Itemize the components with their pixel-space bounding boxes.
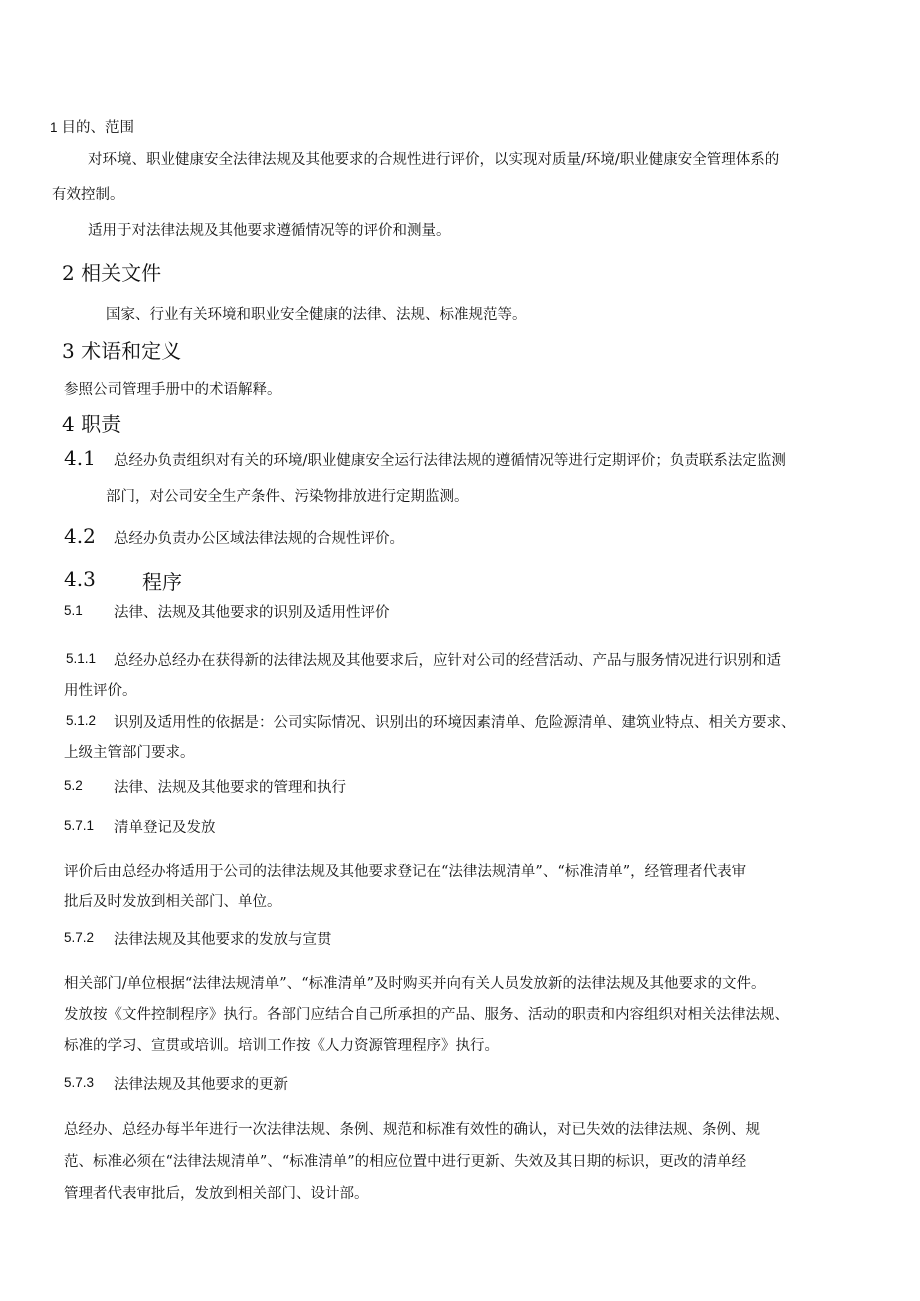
section-5-7-3-title: 法律法规及其他要求的更新 [114,1077,288,1093]
item-4-2-number: 4.2 [64,524,96,548]
section-2-text: 国家、行业有关环境和职业安全健康的法律、法规、标准规范等。 [106,307,527,323]
section-5-7-1-line-1: 评价后由总经办将适用于公司的法律法规及其他要求登记在“法律法规清单”、“标准清单”，经管理者代表审 [64,864,747,880]
section-3-text: 参照公司管理手册中的术语解释。 [64,382,282,398]
section-5-7-2-number: 5.7.2 [64,930,95,945]
section-5-7-3-line-3: 管理者代表审批后，发放到相关部门、设计部。 [64,1186,369,1202]
section-5-1-2-number: 5.1.2 [66,713,97,728]
item-4-1-line-2: 部门，对公司安全生产条件、污染物排放进行定期监测。 [106,489,469,505]
item-4-2-text: 总经办负责办公区域法律法规的合规性评价。 [114,531,404,547]
section-5-1-number: 5.1 [64,603,83,618]
section-5-1-title: 法律、法规及其他要求的识别及适用性评价 [114,605,390,621]
item-4-3-number: 4.3 [64,567,96,591]
section-1-number: 1 [50,120,58,135]
item-4-1-line-1: 总经办负责组织对有关的环境/职业健康安全运行法律法规的遵循情况等进行定期评价；负责联系法定监测 [114,453,786,469]
section-5-7-3-line-2: 范、标准必须在“法律法规清单”、“标准清单”的相应位置中进行更新、失效及其日期的标识，更改的清单经 [64,1154,747,1170]
section-5-1-2-line-2: 上级主管部门要求。 [64,745,195,761]
section-5-7-1-number: 5.7.1 [64,818,95,833]
section-1-paragraph-2: 适用于对法律法规及其他要求遵循情况等的评价和测量。 [88,223,451,239]
section-5-1-2-line-1: 识别及适用性的依据是：公司实际情况、识别出的环境因素清单、危险源清单、建筑业特点、相关方要求、 [114,715,796,731]
section-5-7-2-line-1: 相关部门/单位根据“法律法规清单”、“标准清单”及时购买并向有关人员发放新的法律法规及其他要求的文件。 [64,976,766,992]
section-5-1-1-number: 5.1.1 [66,651,97,666]
section-5-1-1-line-2: 用性评价。 [64,683,137,699]
section-1-paragraph-1-line-1: 对环境、职业健康安全法律法规及其他要求的合规性进行评价，以实现对质量/环境/职业健康安全管理体系的 [88,152,780,168]
section-5-2-title: 法律、法规及其他要求的管理和执行 [114,780,346,796]
section-1-title: 目的、范围 [61,120,135,136]
section-5-2-number: 5.2 [64,778,83,793]
section-5-7-2-line-2: 发放按《文件控制程序》执行。各部门应结合自己所承担的产品、服务、活动的职责和内容组织对相关法律法规、 [64,1007,789,1023]
section-4-heading: 4 职责 [62,412,122,436]
section-3-heading: 3 术语和定义 [62,339,182,363]
section-1-paragraph-1-line-2: 有效控制。 [52,187,125,203]
section-5-7-3-number: 5.7.3 [64,1075,95,1090]
section-5-1-1-line-1: 总经办总经办在获得新的法律法规及其他要求后，应针对公司的经营活动、产品与服务情况进行识别和适 [114,653,781,669]
section-5-7-1-line-2: 批后及时发放到相关部门、单位。 [64,894,282,910]
section-5-7-2-line-3: 标准的学习、宣贯或培训。培训工作按《人力资源管理程序》执行。 [64,1038,499,1054]
section-5-7-1-title: 清单登记及发放 [114,820,216,836]
section-2-heading: 2 相关文件 [62,261,162,285]
section-5-7-2-title: 法律法规及其他要求的发放与宣贯 [114,932,332,948]
item-4-1-number: 4.1 [64,446,96,470]
item-4-3-text: 程序 [142,570,182,594]
section-1-heading [50,116,134,137]
section-5-7-3-line-1: 总经办、总经办每半年进行一次法律法规、条例、规范和标准有效性的确认，对已失效的法律法规、条例、规 [64,1122,760,1138]
